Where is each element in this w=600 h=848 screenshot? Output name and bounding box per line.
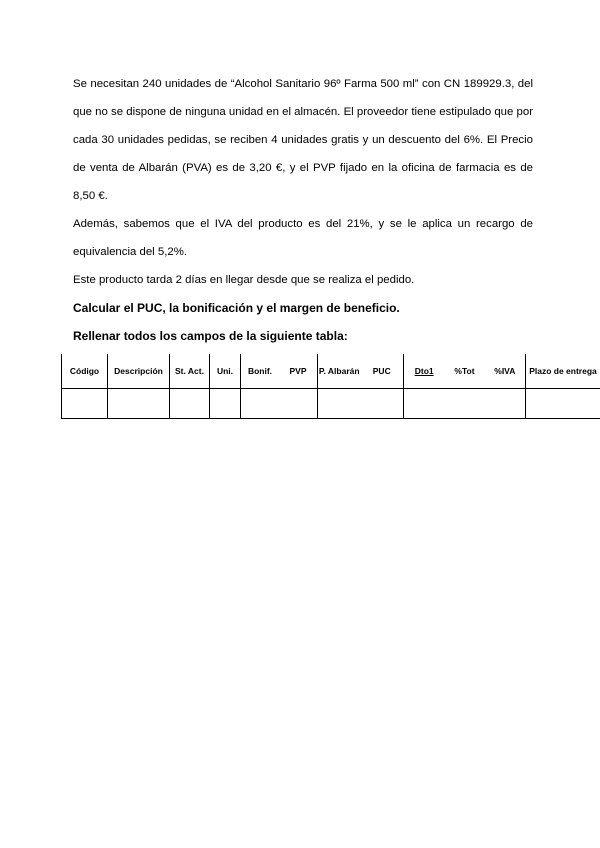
paragraph-iva: Además, sabemos que el IVA del producto es del 21%, y se le aplica un recargo de equivalencia del 5,2%. [73, 218, 533, 258]
table-row [62, 389, 600, 419]
header-p-albaran: P. Albarán [318, 365, 360, 376]
order-table [61, 354, 600, 419]
document-body [73, 70, 533, 350]
header-bonif-pvp [241, 354, 318, 389]
header-puc: PUC [372, 365, 391, 376]
header-plazo: Plazo de entrega [526, 354, 600, 389]
header-albaran-puc [318, 354, 404, 389]
cell-codigo[interactable] [62, 389, 108, 419]
header-st-act: St. Act. [170, 354, 210, 389]
header-dto-tot-iva [404, 354, 526, 389]
header-uni: Uni. [210, 354, 241, 389]
cell-descripcion[interactable] [108, 389, 170, 419]
cell-plazo[interactable] [526, 389, 600, 419]
instruction-calculate: Calcular el PUC, la bonificación y el margen de beneficio. [73, 301, 400, 315]
header-codigo: Código [62, 354, 108, 389]
cell-st-act[interactable] [170, 389, 210, 419]
instruction-fill-table: Rellenar todos los campos de la siguiente tabla: [73, 329, 348, 343]
cell-albaran-puc[interactable] [318, 389, 404, 419]
header-descripcion: Descripción [108, 354, 170, 389]
order-table-wrapper [61, 354, 600, 419]
header-pvp: PVP [289, 365, 307, 376]
paragraph-delivery: Este producto tarda 2 días en llegar desde que se realiza el pedido. [73, 274, 415, 286]
header-pct-tot: %Tot [454, 365, 475, 376]
header-pct-iva: %IVA [494, 365, 516, 376]
table-header-row [62, 354, 600, 389]
header-bonif: Bonif. [247, 365, 273, 376]
cell-dto-tot-iva[interactable] [404, 389, 526, 419]
cell-bonif-pvp[interactable] [241, 389, 318, 419]
paragraph-order-details: Se necesitan 240 unidades de “Alcohol Sanitario 96º Farma 500 ml” con CN 189929.3, del que no se dispone de ninguna unidad en el almacén. El proveedor tiene estipulado que por cada 30 unidades pedidas, se reciben 4 unidades gratis y un descuento del 6%. El Precio de venta de Albarán (PVA) es de 3,20 €, y el PVP fijado en la oficina de farmacia es de 8,50 €. [73, 78, 533, 202]
header-dto1: Dto1 [414, 365, 434, 376]
cell-uni[interactable] [210, 389, 241, 419]
